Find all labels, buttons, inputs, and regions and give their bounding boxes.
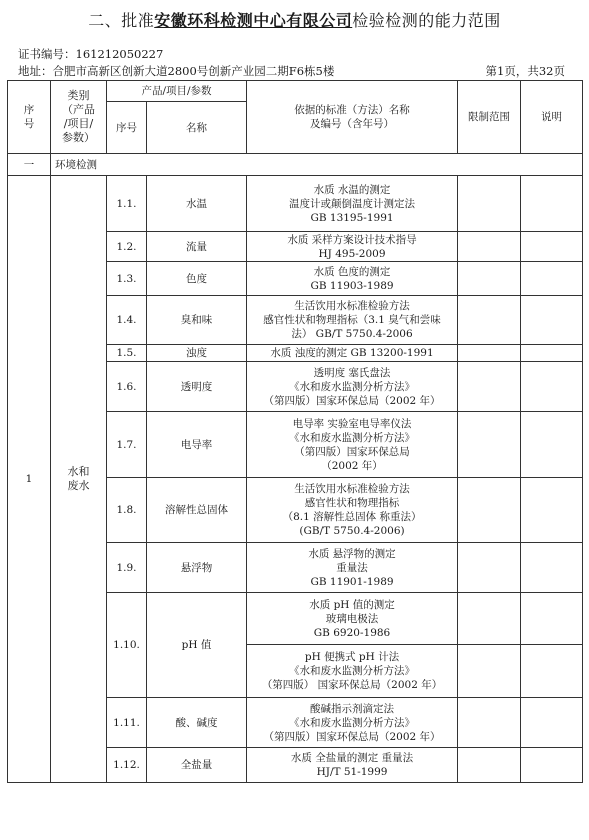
note-cell [521, 176, 583, 232]
item-no: 1.9. [107, 543, 147, 593]
standard-line: 水质 水温的测定 [313, 183, 391, 196]
item-standard [247, 262, 458, 296]
note-cell [521, 748, 583, 783]
item-no: 1.1. [107, 176, 147, 232]
limit-cell [458, 362, 521, 412]
category-line: 废水 [67, 479, 90, 492]
standard-line: （第四版） 国家环保总局（2002 年） [261, 679, 443, 691]
note-cell [521, 645, 583, 698]
item-name: pH 值 [147, 593, 247, 698]
item-standard [247, 362, 458, 412]
item-standard [247, 478, 458, 543]
standard-line: 感官性状和物理指标 [304, 497, 400, 509]
header-name: 名称 [147, 102, 247, 154]
title-prefix: 二、批准 [88, 11, 155, 30]
header-category-line: /项目/ [63, 117, 94, 130]
item-no: 1.7. [107, 412, 147, 478]
standard-line: （8.1 溶解性总固体 称重法） [282, 511, 422, 523]
limit-cell [458, 698, 521, 748]
table-row [8, 176, 583, 232]
standard-line: 法） GB/T 5750.4-2006 [291, 328, 413, 340]
standard-line: 《水和废水监测分析方法》 [289, 380, 416, 393]
item-standard [247, 698, 458, 748]
section-label: 环境检测 [51, 154, 583, 176]
header-standard [247, 81, 458, 154]
item-standard [247, 412, 458, 478]
item-standard [247, 296, 458, 345]
standard-line: (GB/T 5750.4-2006) [299, 525, 405, 537]
header-category-line: （产品 [62, 103, 95, 116]
limit-cell [458, 232, 521, 262]
header-seq-line: 序 [23, 104, 35, 116]
note-cell [521, 362, 583, 412]
standard-line: GB 11903-1989 [310, 279, 394, 292]
standard-line: 水质 pH 值的测定 [309, 598, 395, 611]
address: 地址：合肥市高新区创新大道2800号创新产业园二期F6栋5楼 [18, 64, 335, 78]
item-name: 浊度 [147, 345, 247, 362]
item-no: 1.4. [107, 296, 147, 345]
certificate-number [18, 46, 163, 62]
note-cell [521, 232, 583, 262]
note-cell [521, 262, 583, 296]
standard-line: 《水和废水监测分析方法》 [289, 665, 416, 677]
category-line: 水和 [67, 465, 90, 478]
header-category-line: 类别 [67, 89, 90, 102]
standard-line: 水质 全盐量的测定 重量法 [290, 752, 414, 764]
header-standard-line: 及编号（含年号） [310, 118, 395, 130]
note-cell [521, 698, 583, 748]
item-name: 色度 [147, 262, 247, 296]
header-category [51, 81, 107, 154]
item-no: 1.2. [107, 232, 147, 262]
standard-line: （第四版）国家环保总局（2002 年） [263, 394, 441, 407]
standard-line: GB 6920-1986 [313, 626, 391, 639]
standard-line: 酸碱指示剂滴定法 [310, 702, 395, 715]
standard-line: （第四版）国家环保总局（2002 年） [263, 730, 441, 743]
item-no: 1.3. [107, 262, 147, 296]
standard-line: 感官性状和物理指标（3.1 臭气和尝味 [263, 314, 441, 326]
item-name: 流量 [147, 232, 247, 262]
item-no: 1.6. [107, 362, 147, 412]
item-no: 1.8. [107, 478, 147, 543]
item-name: 臭和味 [147, 296, 247, 345]
limit-cell [458, 345, 521, 362]
standard-line: 水质 采样方案设计技术指导 [287, 233, 417, 246]
item-standard [247, 176, 458, 232]
title-org: 安徽环科检测中心有限公司 [154, 11, 353, 30]
standard-line: 《水和废水监测分析方法》 [289, 716, 416, 729]
item-name: 透明度 [147, 362, 247, 412]
standard-line: 玻璃电极法 [325, 612, 379, 625]
item-standard [247, 232, 458, 262]
cert-value: 161212050227 [75, 47, 164, 61]
section-seq: 一 [8, 154, 51, 176]
standard-line: 生活饮用水标准检验方法 [294, 483, 410, 495]
capability-table [7, 80, 583, 783]
note-cell [521, 345, 583, 362]
item-no: 1.5. [107, 345, 147, 362]
standard-line: （第四版）国家环保总局 [294, 445, 410, 458]
standard-line: 《水和废水监测分析方法》 [289, 431, 416, 444]
note-cell [521, 478, 583, 543]
standard-line: 重量法 [336, 561, 368, 574]
page-title [0, 8, 589, 31]
group-category [51, 176, 107, 783]
limit-cell [458, 543, 521, 593]
header-product-group: 产品/项目/参数 [107, 81, 247, 102]
item-standard [247, 345, 458, 362]
standard-line: 温度计或颠倒温度计测定法 [289, 197, 416, 210]
limit-cell [458, 262, 521, 296]
header-note: 说明 [521, 81, 583, 154]
standard-line: 水质 浊度的测定 GB 13200-1991 [270, 347, 434, 359]
note-cell [521, 412, 583, 478]
item-no: 1.10. [107, 593, 147, 698]
header-sub-seq: 序号 [107, 102, 147, 154]
limit-cell [458, 478, 521, 543]
header-category-line: 参数） [62, 131, 95, 144]
item-name: 电导率 [147, 412, 247, 478]
item-name: 溶解性总固体 [147, 478, 247, 543]
header-standard-line: 依据的标准（方法）名称 [294, 104, 410, 116]
limit-cell [458, 645, 521, 698]
standard-line: 透明度 塞氏盘法 [313, 366, 391, 379]
standard-line: pH 便携式 pH 计法 [304, 651, 400, 663]
standard-line: GB 13195-1991 [310, 211, 394, 224]
item-no: 1.12. [107, 748, 147, 783]
header-seq [8, 81, 51, 154]
note-cell [521, 543, 583, 593]
standard-line: 电导率 实验室电导率仪法 [292, 417, 412, 430]
item-no: 1.11. [107, 698, 147, 748]
header-seq-line: 号 [23, 118, 35, 130]
note-cell [521, 296, 583, 345]
note-cell [521, 593, 583, 645]
title-suffix: 检验检测的能力范围 [352, 11, 501, 30]
item-standard [247, 543, 458, 593]
item-standard [247, 593, 458, 645]
standard-line: GB 11901-1989 [310, 575, 394, 588]
header-limit: 限制范围 [458, 81, 521, 154]
cert-label: 证书编号： [18, 47, 76, 61]
standard-line: 水质 悬浮物的测定 [308, 547, 396, 560]
limit-cell [458, 748, 521, 783]
item-name: 全盐量 [147, 748, 247, 783]
item-name: 酸、碱度 [147, 698, 247, 748]
item-standard [247, 645, 458, 698]
group-seq: 1 [8, 176, 51, 783]
limit-cell [458, 176, 521, 232]
item-standard [247, 748, 458, 783]
standard-line: HJ/T 51-1999 [316, 766, 388, 778]
standard-line: HJ 495-2009 [318, 247, 386, 260]
item-name: 水温 [147, 176, 247, 232]
page-info: 第1页，共32页 [485, 64, 565, 78]
standard-line: （2002 年） [321, 459, 383, 472]
limit-cell [458, 412, 521, 478]
standard-line: 生活饮用水标准检验方法 [294, 300, 410, 312]
item-name: 悬浮物 [147, 543, 247, 593]
standard-line: 水质 色度的测定 [313, 265, 391, 278]
limit-cell [458, 593, 521, 645]
limit-cell [458, 296, 521, 345]
